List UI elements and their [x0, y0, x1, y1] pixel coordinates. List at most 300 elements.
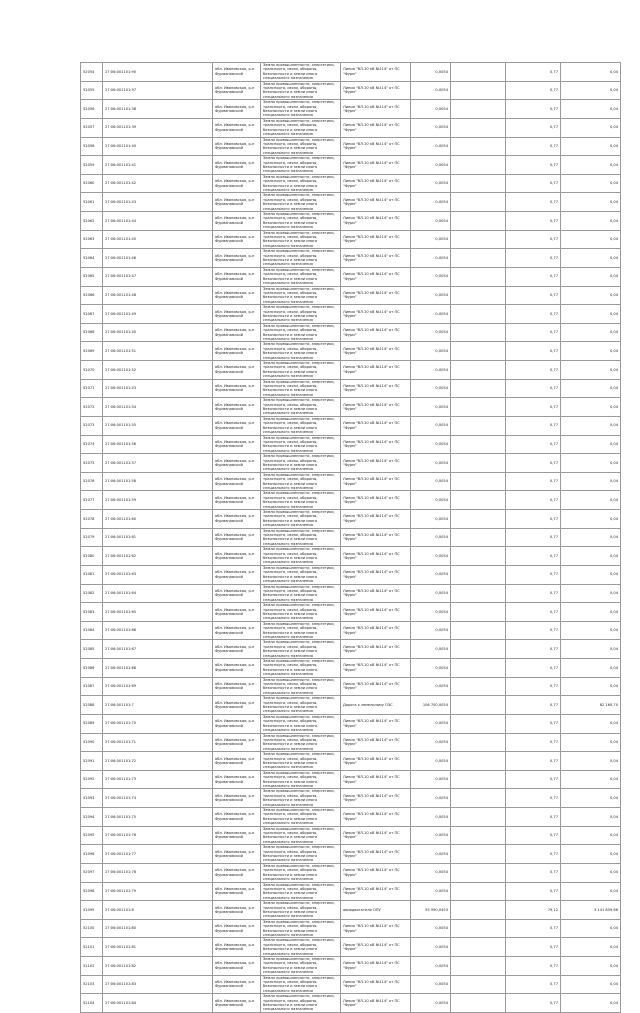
table-row [81, 975, 621, 994]
rate-cell: 0,77 [506, 528, 561, 547]
rate-cell: 0,77 [506, 491, 561, 510]
area-cell: 0,0054 [411, 472, 451, 491]
table-row [81, 528, 621, 547]
permitted-use-cell: Линия "ВЛ-10 кВ №114" от ПС "Фурм" [341, 137, 411, 156]
row-number-cell: 52065 [81, 267, 103, 286]
cadastral-number-cell: 27:06:001101:66 [103, 621, 213, 640]
address-cell: обл. Ивановская, р-н Фурмановский [213, 659, 261, 678]
permitted-use-cell: Линия "ВЛ-10 кВ №114" от ПС "Фурм" [341, 640, 411, 659]
row-number-cell: 52088 [81, 696, 103, 715]
row-number-cell: 52068 [81, 323, 103, 342]
rate-cell: 0,77 [506, 565, 561, 584]
rate-cell: 0,77 [506, 416, 561, 435]
empty-cell [451, 808, 506, 827]
table-row [81, 696, 621, 715]
cost-cell: 0,04 [561, 81, 621, 100]
permitted-use-cell: Линия "ВЛ-10 кВ №114" от ПС "Фурм" [341, 193, 411, 212]
cost-cell: 0,04 [561, 416, 621, 435]
rate-cell: 0,77 [506, 156, 561, 175]
row-number-cell: 52095 [81, 826, 103, 845]
row-number-cell: 52100 [81, 919, 103, 938]
empty-cell [451, 752, 506, 771]
permitted-use-cell: Линия "ВЛ-10 кВ №114" от ПС "Фурм" [341, 174, 411, 193]
permitted-use-cell: Линия "ВЛ-10 кВ №114" от ПС "Фурм" [341, 156, 411, 175]
empty-cell [451, 677, 506, 696]
area-cell: 0,0054 [411, 938, 451, 957]
table-row [81, 81, 621, 100]
land-category-cell: Земли промышленности, энергетики, транспорта, связи, обороны, безопасности и земли иного специального назначения [261, 361, 341, 380]
table-row [81, 472, 621, 491]
land-category-cell: Земли промышленности, энергетики, транспорта, связи, обороны, безопасности и земли иного специального назначения [261, 528, 341, 547]
area-cell: 0,0054 [411, 528, 451, 547]
area-cell: 0,0054 [411, 305, 451, 324]
row-number-cell: 52102 [81, 957, 103, 976]
row-number-cell: 52056 [81, 100, 103, 119]
table-row [81, 305, 621, 324]
land-category-cell: Земли промышленности, энергетики, транспорта, связи, обороны, безопасности и земли иного специального назначения [261, 994, 341, 1013]
table-row [81, 733, 621, 752]
permitted-use-cell: Линия "ВЛ-10 кВ №114" от ПС "Фурм" [341, 118, 411, 137]
area-cell: 0,0054 [411, 659, 451, 678]
address-cell: обл. Ивановская, р-н Фурмановский [213, 435, 261, 454]
table-row [81, 677, 621, 696]
address-cell: обл. Ивановская, р-н Фурмановский [213, 174, 261, 193]
address-cell: обл. Ивановская, р-н Фурмановский [213, 100, 261, 119]
permitted-use-cell: Линия "ВЛ-10 кВ №114" от ПС "Фурм" [341, 454, 411, 473]
address-cell: обл. Ивановская, р-н Фурмановский [213, 584, 261, 603]
address-cell: обл. Ивановская, р-н Фурмановский [213, 323, 261, 342]
rate-cell: 0,77 [506, 342, 561, 361]
permitted-use-cell: Линия "ВЛ-10 кВ №114" от ПС "Фурм" [341, 286, 411, 305]
land-category-cell: Земли промышленности, энергетики, транспорта, связи, обороны, безопасности и земли иного специального назначения [261, 305, 341, 324]
cost-cell: 0,04 [561, 193, 621, 212]
permitted-use-cell: Линия "ВЛ-10 кВ №114" от ПС "Фурм" [341, 305, 411, 324]
cost-cell: 0,04 [561, 789, 621, 808]
area-cell: 0,0054 [411, 994, 451, 1013]
cadastral-number-cell: 27:06:001101:52 [103, 361, 213, 380]
rate-cell: 0,77 [506, 957, 561, 976]
permitted-use-cell: Линия "ВЛ-10 кВ №114" от ПС "Фурм" [341, 789, 411, 808]
area-cell: 0,0054 [411, 826, 451, 845]
empty-cell [451, 994, 506, 1013]
empty-cell [451, 957, 506, 976]
cost-cell: 0,04 [561, 826, 621, 845]
address-cell: обл. Ивановская, р-н Фурмановский [213, 416, 261, 435]
land-category-cell: Земли промышленности, энергетики, транспорта, связи, обороны, безопасности и земли иного специального назначения [261, 547, 341, 566]
land-category-cell: Земли промышленности, энергетики, транспорта, связи, обороны, безопасности и земли иного специального назначения [261, 677, 341, 696]
cost-cell: 0,04 [561, 305, 621, 324]
cost-cell: 0,04 [561, 863, 621, 882]
cost-cell: 0,04 [561, 919, 621, 938]
empty-cell [451, 249, 506, 268]
row-number-cell: 52089 [81, 714, 103, 733]
cost-cell: 0,04 [561, 547, 621, 566]
area-cell: 0,0054 [411, 100, 451, 119]
cost-cell: 0,04 [561, 752, 621, 771]
area-cell: 0,0054 [411, 584, 451, 603]
area-cell: 0,0054 [411, 267, 451, 286]
permitted-use-cell: Линия "ВЛ-10 кВ №114" от ПС "Фурм" [341, 677, 411, 696]
empty-cell [451, 938, 506, 957]
land-category-cell: Земли промышленности, энергетики, транспорта, связи, обороны, безопасности и земли иного специального назначения [261, 435, 341, 454]
permitted-use-cell: Линия "ВЛ-10 кВ №114" от ПС "Фурм" [341, 212, 411, 231]
table-row [81, 565, 621, 584]
land-category-cell: Земли промышленности, энергетики, транспорта, связи, обороны, безопасности и земли иного специального назначения [261, 565, 341, 584]
area-cell: 0,0054 [411, 416, 451, 435]
permitted-use-cell: Линия "ВЛ-10 кВ №114" от ПС "Фурм" [341, 826, 411, 845]
row-number-cell: 52076 [81, 472, 103, 491]
area-cell: 0,0054 [411, 510, 451, 529]
table-row [81, 63, 621, 82]
rate-cell: 0,77 [506, 230, 561, 249]
cost-cell: 0,04 [561, 100, 621, 119]
empty-cell [451, 286, 506, 305]
land-category-cell: Земли промышленности, энергетики, транспорта, связи, обороны, безопасности и земли иного специального назначения [261, 323, 341, 342]
empty-cell [451, 845, 506, 864]
area-cell: 0,0054 [411, 118, 451, 137]
table-row [81, 267, 621, 286]
rate-cell: 0,77 [506, 621, 561, 640]
row-number-cell: 52081 [81, 565, 103, 584]
land-category-cell: Земли промышленности, энергетики, транспорта, связи, обороны, безопасности и земли иного специального назначения [261, 491, 341, 510]
cadastral-number-cell: 27:06:001101:46 [103, 249, 213, 268]
permitted-use-cell: Линия "ВЛ-10 кВ №114" от ПС "Фурм" [341, 994, 411, 1013]
cost-cell: 0,04 [561, 957, 621, 976]
table-row [81, 286, 621, 305]
cadastral-number-cell: 27:06:001101:73 [103, 770, 213, 789]
empty-cell [451, 472, 506, 491]
land-category-cell: Земли промышленности, энергетики, транспорта, связи, обороны, безопасности и земли иного специального назначения [261, 845, 341, 864]
table-row [81, 435, 621, 454]
cost-cell: 0,04 [561, 733, 621, 752]
table-row [81, 100, 621, 119]
cadastral-number-cell: 27:06:001101:8 [103, 901, 213, 920]
rate-cell: 0,77 [506, 435, 561, 454]
cost-cell: 0,04 [561, 510, 621, 529]
row-number-cell: 52066 [81, 286, 103, 305]
table-row [81, 174, 621, 193]
empty-cell [451, 137, 506, 156]
row-number-cell: 52091 [81, 752, 103, 771]
area-cell: 0,0054 [411, 752, 451, 771]
land-category-cell: Земли промышленности, энергетики, транспорта, связи, обороны, безопасности и земли иного специального назначения [261, 100, 341, 119]
permitted-use-cell: Линия "ВЛ-10 кВ №114" от ПС "Фурм" [341, 621, 411, 640]
permitted-use-cell: Линия "ВЛ-10 кВ №114" от ПС "Фурм" [341, 81, 411, 100]
land-category-cell: Земли промышленности, энергетики, транспорта, связи, обороны, безопасности и земли иного специального назначения [261, 63, 341, 82]
address-cell: обл. Ивановская, р-н Фурмановский [213, 714, 261, 733]
address-cell: обл. Ивановская, р-н Фурмановский [213, 193, 261, 212]
permitted-use-cell: Линия "ВЛ-10 кВ №114" от ПС "Фурм" [341, 975, 411, 994]
rate-cell: 0,77 [506, 696, 561, 715]
row-number-cell: 52055 [81, 81, 103, 100]
rate-cell: 0,77 [506, 323, 561, 342]
cost-cell: 0,04 [561, 361, 621, 380]
rate-cell: 0,77 [506, 975, 561, 994]
rate-cell: 0,77 [506, 398, 561, 417]
row-number-cell: 52103 [81, 975, 103, 994]
empty-cell [451, 416, 506, 435]
area-cell: 0,0054 [411, 845, 451, 864]
cost-cell: 0,04 [561, 230, 621, 249]
address-cell: обл. Ивановская, р-н Фурмановский [213, 677, 261, 696]
rate-cell: 0,77 [506, 659, 561, 678]
table-row [81, 454, 621, 473]
cost-cell: 0,04 [561, 212, 621, 231]
address-cell: обл. Ивановская, р-н Фурмановский [213, 137, 261, 156]
land-category-cell: Земли промышленности, энергетики, транспорта, связи, обороны, безопасности и земли иного специального назначения [261, 919, 341, 938]
address-cell: обл. Ивановская, р-н Фурмановский [213, 267, 261, 286]
empty-cell [451, 603, 506, 622]
land-category-cell: Земли промышленности, энергетики, транспорта, связи, обороны, безопасности и земли иного специального назначения [261, 156, 341, 175]
area-cell: 0,0054 [411, 603, 451, 622]
empty-cell [451, 342, 506, 361]
row-number-cell: 52054 [81, 63, 103, 82]
empty-cell [451, 528, 506, 547]
permitted-use-cell: Линия "ВЛ-10 кВ №114" от ПС "Фурм" [341, 808, 411, 827]
area-cell: 0,0054 [411, 435, 451, 454]
land-category-cell: Земли промышленности, энергетики, транспорта, связи, обороны, безопасности и земли иного специального назначения [261, 267, 341, 286]
area-cell: 0,0054 [411, 156, 451, 175]
cost-cell: 0,04 [561, 249, 621, 268]
cadastral-number-cell: 27:06:001101:68 [103, 659, 213, 678]
row-number-cell: 52084 [81, 621, 103, 640]
empty-cell [451, 584, 506, 603]
permitted-use-cell: Линия "ВЛ-10 кВ №114" от ПС "Фурм" [341, 547, 411, 566]
area-cell: 0,0054 [411, 212, 451, 231]
row-number-cell: 52059 [81, 156, 103, 175]
cadastral-number-cell: 27:06:001101:77 [103, 845, 213, 864]
cost-cell: 0,04 [561, 603, 621, 622]
empty-cell [451, 510, 506, 529]
address-cell: обл. Ивановская, р-н Фурмановский [213, 491, 261, 510]
cost-cell: 0,04 [561, 491, 621, 510]
cost-cell: 0,04 [561, 472, 621, 491]
cadastral-number-cell: 27:06:001101:65 [103, 603, 213, 622]
permitted-use-cell: Линия "ВЛ-10 кВ №114" от ПС "Фурм" [341, 323, 411, 342]
row-number-cell: 52085 [81, 640, 103, 659]
address-cell: обл. Ивановская, р-н Фурмановский [213, 510, 261, 529]
area-cell: 0,0054 [411, 491, 451, 510]
table-row [81, 398, 621, 417]
empty-cell [451, 398, 506, 417]
rate-cell: 0,77 [506, 63, 561, 82]
rate-cell: 0,77 [506, 789, 561, 808]
cost-cell: 0,04 [561, 137, 621, 156]
rate-cell: 0,77 [506, 919, 561, 938]
empty-cell [451, 230, 506, 249]
land-category-cell: Земли промышленности, энергетики, транспорта, связи, обороны, безопасности и земли иного специального назначения [261, 826, 341, 845]
land-category-cell: Земли промышленности, энергетики, транспорта, связи, обороны, безопасности и земли иного специального назначения [261, 714, 341, 733]
row-number-cell: 52064 [81, 249, 103, 268]
land-category-cell: Земли промышленности, энергетики, транспорта, связи, обороны, безопасности и земли иного специального назначения [261, 901, 341, 920]
area-cell: 0,0054 [411, 379, 451, 398]
cost-cell: 0,04 [561, 174, 621, 193]
area-cell: 0,0054 [411, 733, 451, 752]
area-cell: 0,0054 [411, 770, 451, 789]
cadastral-number-cell: 27:06:001101:7 [103, 696, 213, 715]
permitted-use-cell: Линия "ВЛ-10 кВ №114" от ПС "Фурм" [341, 398, 411, 417]
area-cell: 0,0054 [411, 975, 451, 994]
empty-cell [451, 267, 506, 286]
row-number-cell: 52071 [81, 379, 103, 398]
table-row [81, 994, 621, 1013]
rate-cell: 0,77 [506, 938, 561, 957]
rate-cell: 79,12 [506, 901, 561, 920]
land-category-cell: Земли промышленности, энергетики, транспорта, связи, обороны, безопасности и земли иного специального назначения [261, 808, 341, 827]
row-number-cell: 52104 [81, 994, 103, 1013]
cost-cell: 0,04 [561, 435, 621, 454]
rate-cell: 0,77 [506, 454, 561, 473]
row-number-cell: 52073 [81, 416, 103, 435]
row-number-cell: 52099 [81, 901, 103, 920]
address-cell: обл. Ивановская, р-н Фурмановский [213, 882, 261, 901]
address-cell: обл. Ивановская, р-н Фурмановский [213, 901, 261, 920]
permitted-use-cell: Линия "ВЛ-10 кВ №114" от ПС "Фурм" [341, 379, 411, 398]
empty-cell [451, 863, 506, 882]
rate-cell: 0,77 [506, 994, 561, 1013]
table-row [81, 714, 621, 733]
cost-cell: 0,04 [561, 994, 621, 1013]
empty-cell [451, 919, 506, 938]
rate-cell: 0,77 [506, 100, 561, 119]
cadastral-number-cell: 27:06:001101:48 [103, 286, 213, 305]
rate-cell: 0,77 [506, 267, 561, 286]
address-cell: обл. Ивановская, р-н Фурмановский [213, 640, 261, 659]
rate-cell: 0,77 [506, 510, 561, 529]
cadastral-number-cell: 27:06:001101:58 [103, 472, 213, 491]
cadastral-number-cell: 27:06:001101:76 [103, 826, 213, 845]
permitted-use-cell: Линия "ВЛ-10 кВ №114" от ПС "Фурм" [341, 528, 411, 547]
row-number-cell: 52092 [81, 770, 103, 789]
empty-cell [451, 361, 506, 380]
permitted-use-cell: Линия "ВЛ-10 кВ №114" от ПС "Фурм" [341, 63, 411, 82]
permitted-use-cell: Линия "ВЛ-10 кВ №114" от ПС "Фурм" [341, 491, 411, 510]
cadastral-number-cell: 27:06:001101:60 [103, 510, 213, 529]
cost-cell: 0,04 [561, 938, 621, 957]
cadastral-number-cell: 27:06:001101:64 [103, 584, 213, 603]
row-number-cell: 52072 [81, 398, 103, 417]
area-cell: 0,0054 [411, 882, 451, 901]
cost-cell: 0,04 [561, 398, 621, 417]
permitted-use-cell: Линия "ВЛ-10 кВ №114" от ПС "Фурм" [341, 342, 411, 361]
row-number-cell: 52058 [81, 137, 103, 156]
rate-cell: 0,77 [506, 808, 561, 827]
land-category-cell: Земли промышленности, энергетики, транспорта, связи, обороны, безопасности и земли иного специального назначения [261, 938, 341, 957]
address-cell: обл. Ивановская, р-н Фурмановский [213, 305, 261, 324]
cadastral-number-cell: 27:06:001101:80 [103, 919, 213, 938]
cadastral-number-cell: 27:06:001101:49 [103, 305, 213, 324]
area-cell: 0,0054 [411, 621, 451, 640]
address-cell: обл. Ивановская, р-н Фурмановский [213, 230, 261, 249]
land-category-cell: Земли промышленности, энергетики, транспорта, связи, обороны, безопасности и земли иного специального назначения [261, 640, 341, 659]
area-cell: 106 700,0054 [411, 696, 451, 715]
address-cell: обл. Ивановская, р-н Фурмановский [213, 919, 261, 938]
empty-cell [451, 547, 506, 566]
empty-cell [451, 212, 506, 231]
address-cell: обл. Ивановская, р-н Фурмановский [213, 249, 261, 268]
table-row [81, 584, 621, 603]
rate-cell: 0,77 [506, 472, 561, 491]
cost-cell: 0,04 [561, 379, 621, 398]
empty-cell [451, 100, 506, 119]
cadastral-number-cell: 27:06:001101:57 [103, 454, 213, 473]
permitted-use-cell: Линия "ВЛ-10 кВ №114" от ПС "Фурм" [341, 603, 411, 622]
row-number-cell: 52067 [81, 305, 103, 324]
empty-cell [451, 156, 506, 175]
row-number-cell: 52078 [81, 510, 103, 529]
rate-cell: 0,77 [506, 379, 561, 398]
permitted-use-cell: Линия "ВЛ-10 кВ №114" от ПС "Фурм" [341, 510, 411, 529]
cadastral-number-cell: 27:06:001101:42 [103, 174, 213, 193]
cost-cell: 0,04 [561, 63, 621, 82]
row-number-cell: 52083 [81, 603, 103, 622]
area-cell: 0,0054 [411, 323, 451, 342]
table-row [81, 137, 621, 156]
land-category-cell: Земли промышленности, энергетики, транспорта, связи, обороны, безопасности и земли иного специального назначения [261, 863, 341, 882]
row-number-cell: 52069 [81, 342, 103, 361]
row-number-cell: 52077 [81, 491, 103, 510]
address-cell: обл. Ивановская, р-н Фурмановский [213, 528, 261, 547]
cadastral-number-cell: 27:06:001101:45 [103, 230, 213, 249]
cadastral-number-cell: 27:06:001101:67 [103, 640, 213, 659]
cost-cell: 3 141 859,68 [561, 901, 621, 920]
cost-cell: 0,04 [561, 714, 621, 733]
row-number-cell: 52090 [81, 733, 103, 752]
area-cell: 0,0054 [411, 919, 451, 938]
empty-cell [451, 81, 506, 100]
permitted-use-cell: Линия "ВЛ-10 кВ №114" от ПС "Фурм" [341, 100, 411, 119]
area-cell: 0,0054 [411, 714, 451, 733]
permitted-use-cell: Линия "ВЛ-10 кВ №114" от ПС "Фурм" [341, 435, 411, 454]
table-row [81, 659, 621, 678]
table-row [81, 957, 621, 976]
rate-cell: 0,77 [506, 845, 561, 864]
cost-cell: 82 160,70 [561, 696, 621, 715]
row-number-cell: 52101 [81, 938, 103, 957]
cadastral-number-cell: 27:06:001101:69 [103, 677, 213, 696]
area-cell: 0,0054 [411, 808, 451, 827]
land-category-cell: Земли промышленности, энергетики, транспорта, связи, обороны, безопасности и земли иного специального назначения [261, 212, 341, 231]
empty-cell [451, 305, 506, 324]
cadastral-number-cell: 27:06:001101:84 [103, 994, 213, 1013]
row-number-cell: 52075 [81, 454, 103, 473]
permitted-use-cell: Линия "ВЛ-10 кВ №114" от ПС "Фурм" [341, 714, 411, 733]
table-row [81, 808, 621, 827]
cadastral-number-cell: 27:06:001101:61 [103, 528, 213, 547]
land-category-cell: Земли промышленности, энергетики, транспорта, связи, обороны, безопасности и земли иного специального назначения [261, 621, 341, 640]
cost-cell: 0,04 [561, 975, 621, 994]
cadastral-number-cell: 27:06:001101:39 [103, 118, 213, 137]
area-cell: 0,0054 [411, 81, 451, 100]
empty-cell [451, 901, 506, 920]
cadastral-number-cell: 27:06:001101:81 [103, 938, 213, 957]
cadastral-number-cell: 27:06:001101:51 [103, 342, 213, 361]
permitted-use-cell: Линия "ВЛ-10 кВ №114" от ПС "Фурм" [341, 230, 411, 249]
rate-cell: 0,77 [506, 826, 561, 845]
permitted-use-cell: Линия "ВЛ-10 кВ №114" от ПС "Фурм" [341, 752, 411, 771]
cadastral-number-cell: 27:06:001101:90 [103, 63, 213, 82]
permitted-use-cell: Линия "ВЛ-10 кВ №114" от ПС "Фурм" [341, 863, 411, 882]
row-number-cell: 52086 [81, 659, 103, 678]
empty-cell [451, 323, 506, 342]
address-cell: обл. Ивановская, р-н Фурмановский [213, 379, 261, 398]
cost-cell: 0,04 [561, 156, 621, 175]
area-cell: 0,0054 [411, 957, 451, 976]
rate-cell: 0,77 [506, 137, 561, 156]
address-cell: обл. Ивановская, р-н Фурмановский [213, 975, 261, 994]
address-cell: обл. Ивановская, р-н Фурмановский [213, 63, 261, 82]
land-category-cell: Земли промышленности, энергетики, транспорта, связи, обороны, безопасности и земли иного специального назначения [261, 975, 341, 994]
